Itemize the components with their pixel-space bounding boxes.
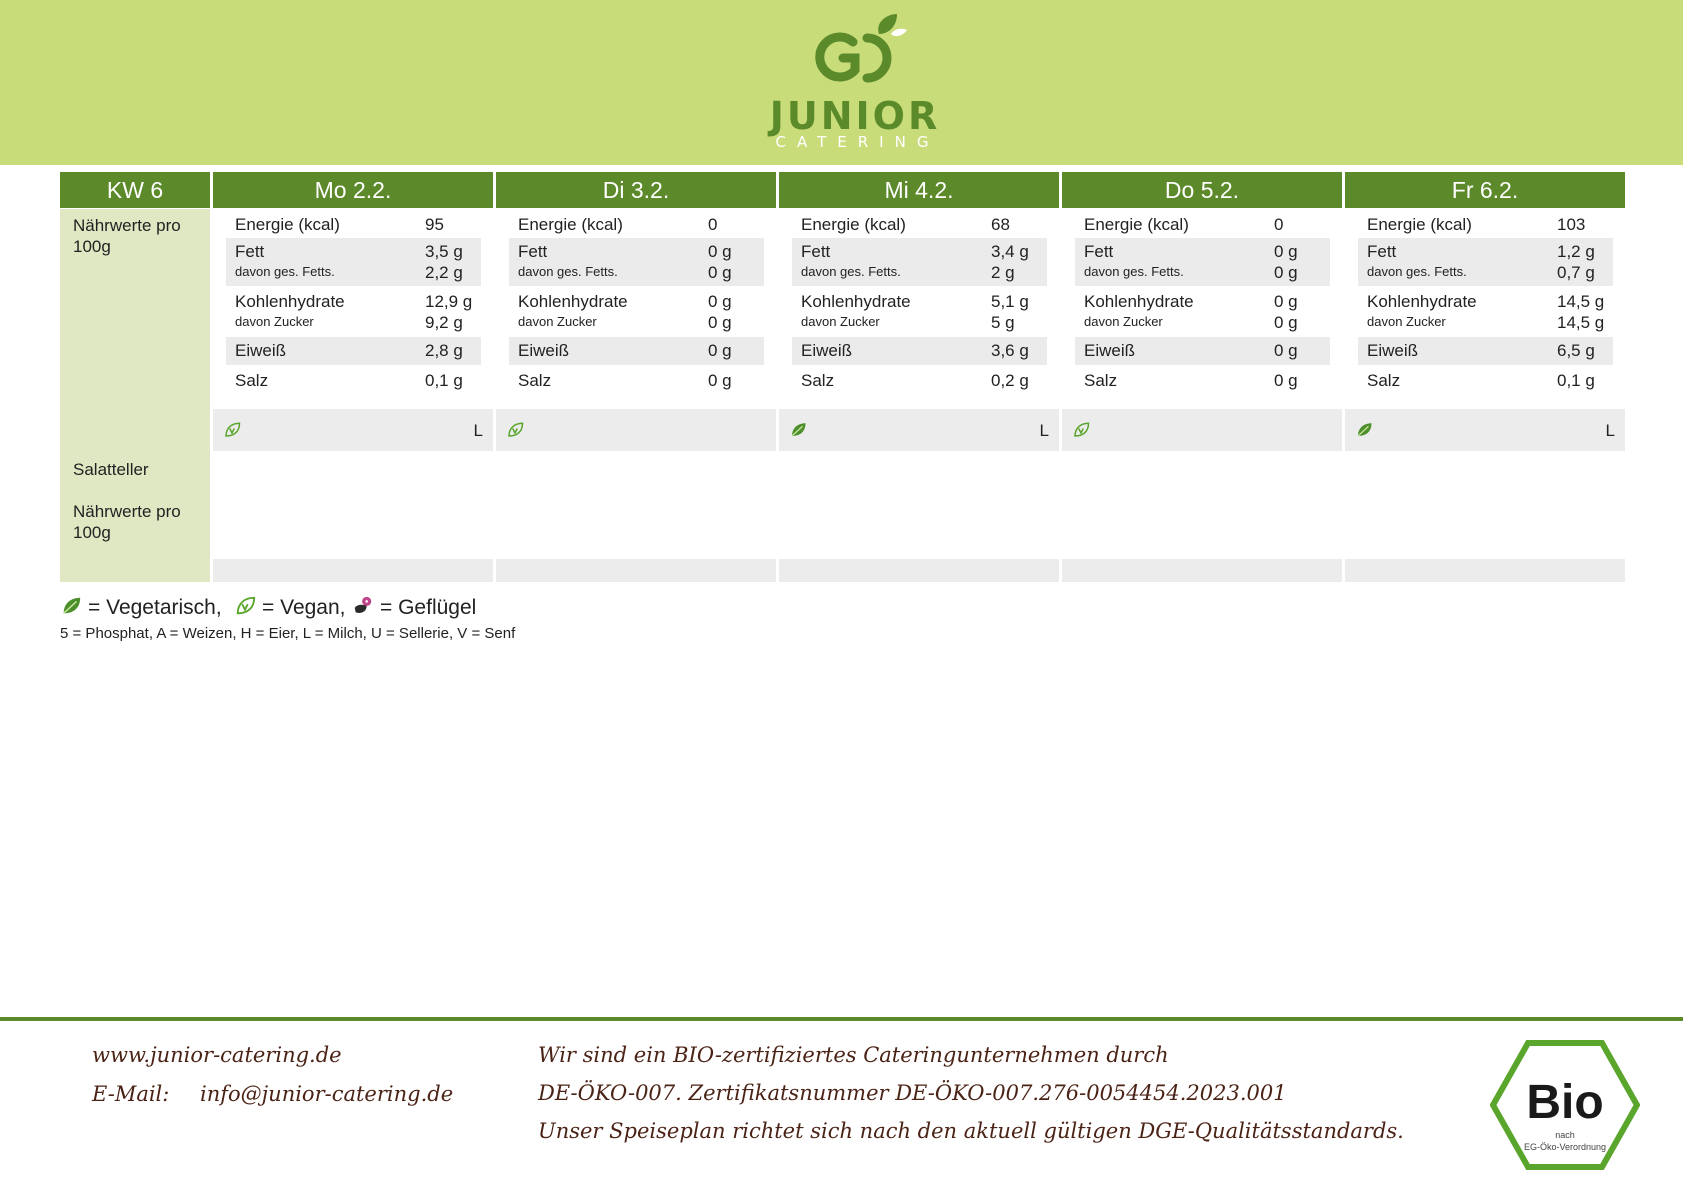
nutrient-label: Eiweiß — [1367, 341, 1419, 360]
nutrient-subvalue: 0 g — [1274, 263, 1298, 282]
nutrient-label: Salz — [801, 371, 835, 390]
salad-row-strip — [1062, 559, 1342, 582]
nutrient-value: 95 — [425, 215, 444, 234]
nutrient-label: Fett — [801, 242, 831, 261]
nutrient-sublabel: davon Zucker — [235, 314, 314, 329]
nutrient-value: 0,2 g — [991, 371, 1029, 390]
nutrition-label: Nährwerte pro 100g — [73, 216, 181, 256]
nutrient-value: 0 g — [1274, 341, 1298, 360]
nutrient-subvalue: 0 g — [708, 263, 732, 282]
junior-catering-logo — [760, 8, 950, 158]
nutrient-sublabel: davon Zucker — [518, 314, 597, 329]
salad-nutrition-label: Nährwerte pro 100g — [73, 502, 181, 542]
nutrient-subvalue: 0 g — [708, 313, 732, 332]
nutrient-value: 1,2 g — [1557, 242, 1595, 261]
nutrition-table — [1358, 209, 1613, 395]
nutrient-label: Kohlenhydrate — [1084, 292, 1194, 311]
poultry-icon — [352, 595, 374, 617]
nutrient-value: 0,1 g — [425, 371, 463, 390]
nutrient-row-salt — [1075, 365, 1330, 395]
nutrient-row-fat — [792, 238, 1047, 286]
nutrient-row-energy — [509, 209, 764, 238]
nutrient-sublabel: davon Zucker — [801, 314, 880, 329]
nutrient-subvalue: 14,5 g — [1557, 313, 1605, 332]
nutrient-label: Salz — [518, 371, 552, 390]
nutrient-row-salt — [226, 365, 481, 395]
vegetarian-icon — [60, 595, 82, 617]
day-column — [1345, 172, 1625, 582]
vegetarian-icon — [789, 421, 807, 439]
nutrient-value: 0 g — [708, 292, 732, 311]
nutrient-value: 3,4 g — [991, 242, 1029, 261]
nutrition-table — [792, 209, 1047, 395]
nutrient-label: Kohlenhydrate — [801, 292, 911, 311]
vegan-icon — [1072, 421, 1090, 439]
nutrient-label: Eiweiß — [801, 341, 853, 360]
certification-text-line2: DE-ÖKO-007. Zertifikatsnummer DE-ÖKO-007.276-0054454.2023.001 — [538, 1081, 1287, 1105]
nutrient-row-carbs — [226, 286, 481, 337]
nutrient-row-protein — [792, 337, 1047, 365]
nutrient-row-protein — [1358, 337, 1613, 365]
legend-vegetarian: = Vegetarisch, — [88, 596, 222, 619]
nutrient-row-carbs — [1358, 286, 1613, 337]
nutrient-label: Energie (kcal) — [1084, 215, 1189, 234]
nutrient-label: Fett — [1367, 242, 1397, 261]
day-header: Di 3.2. — [496, 172, 776, 208]
nutrient-subvalue: 9,2 g — [425, 313, 463, 332]
logo-tagline: CATERING — [775, 133, 940, 151]
nutrient-row-carbs — [1075, 286, 1330, 337]
day-column — [213, 172, 493, 582]
nutrient-value: 6,5 g — [1557, 341, 1595, 360]
nutrient-row-fat — [1075, 238, 1330, 286]
nutrient-value: 0 g — [1274, 371, 1298, 390]
nutrient-sublabel: davon ges. Fetts. — [235, 264, 335, 279]
day-header: Mo 2.2. — [213, 172, 493, 208]
nutrient-label: Kohlenhydrate — [1367, 292, 1477, 311]
nutrient-row-energy — [1075, 209, 1330, 238]
nutrient-value: 103 — [1557, 215, 1586, 234]
nutrition-table — [509, 209, 764, 395]
nutrient-row-salt — [509, 365, 764, 395]
bio-seal-line1: nach — [1555, 1130, 1575, 1140]
nutrient-label: Energie (kcal) — [1367, 215, 1472, 234]
nutrient-row-carbs — [509, 286, 764, 337]
nutrient-label: Fett — [235, 242, 265, 261]
nutrient-label: Fett — [1084, 242, 1114, 261]
allergen-code: L — [1605, 421, 1615, 440]
diet-info-row — [496, 409, 776, 451]
vegan-icon — [223, 421, 241, 439]
nutrient-row-protein — [1075, 337, 1330, 365]
nutrient-sublabel: davon ges. Fetts. — [518, 264, 618, 279]
nutrient-row-carbs — [792, 286, 1047, 337]
salad-row-strip — [1345, 559, 1625, 582]
nutrient-value: 3,6 g — [991, 341, 1029, 360]
allergen-code: L — [1039, 421, 1049, 440]
bio-seal-word: Bio — [1526, 1076, 1604, 1129]
nutrient-row-energy — [1358, 209, 1613, 238]
vegan-icon — [234, 595, 256, 617]
nutrient-value: 0 g — [1274, 292, 1298, 311]
nutrient-label: Eiweiß — [1084, 341, 1136, 360]
nutrient-subvalue: 0 g — [1274, 313, 1298, 332]
nutrient-row-fat — [509, 238, 764, 286]
allergen-legend: 5 = Phosphat, A = Weizen, H = Eier, L = Milch, U = Sellerie, V = Senf — [60, 625, 516, 642]
nutrient-sublabel: davon Zucker — [1367, 314, 1446, 329]
website-link[interactable]: www.junior-catering.de — [92, 1043, 342, 1067]
nutrient-subvalue: 5 g — [991, 313, 1015, 332]
nutrient-label: Salz — [1084, 371, 1118, 390]
salad-label: Salatteller — [73, 460, 149, 479]
nutrient-value: 0 g — [708, 371, 732, 390]
nutrient-row-fat — [226, 238, 481, 286]
nutrient-label: Energie (kcal) — [801, 215, 906, 234]
nutrient-value: 0 g — [1274, 242, 1298, 261]
nutrient-value: 14,5 g — [1557, 292, 1605, 311]
legend-poultry: = Geflügel — [380, 596, 477, 619]
certification-text-line3: Unser Speiseplan richtet sich nach den aktuell gültigen DGE-Qualitätsstandards. — [538, 1119, 1404, 1143]
nutrient-row-protein — [226, 337, 481, 365]
day-header: Fr 6.2. — [1345, 172, 1625, 208]
nutrient-value: 0,1 g — [1557, 371, 1595, 390]
day-column — [779, 172, 1059, 582]
diet-legend — [60, 593, 860, 623]
diet-info-row — [1062, 409, 1342, 451]
nutrient-subvalue: 2,2 g — [425, 263, 463, 282]
bio-seal-icon — [1490, 1040, 1640, 1170]
nutrient-value: 0 — [708, 215, 718, 234]
nutrition-table — [1075, 209, 1330, 395]
nutrient-row-protein — [509, 337, 764, 365]
day-header: Mi 4.2. — [779, 172, 1059, 208]
nutrient-label: Kohlenhydrate — [518, 292, 628, 311]
nutrient-row-fat — [1358, 238, 1613, 286]
nutrient-value: 5,1 g — [991, 292, 1029, 311]
nutrient-label: Kohlenhydrate — [235, 292, 345, 311]
diet-info-row — [1345, 409, 1625, 451]
week-label: KW 6 — [60, 172, 210, 208]
menu-plan-table — [60, 172, 1625, 582]
day-column — [1062, 172, 1342, 582]
nutrient-label: Salz — [235, 371, 269, 390]
nutrient-value: 2,8 g — [425, 341, 463, 360]
nutrient-label: Energie (kcal) — [518, 215, 623, 234]
salad-row-strip — [213, 559, 493, 582]
email-link[interactable]: info@junior-catering.de — [200, 1082, 454, 1106]
nutrient-sublabel: davon Zucker — [1084, 314, 1163, 329]
diet-info-row — [213, 409, 493, 451]
nutrient-value: 3,5 g — [425, 242, 463, 261]
allergen-code: L — [473, 421, 483, 440]
nutrient-label: Eiweiß — [235, 341, 287, 360]
nutrient-label: Salz — [1367, 371, 1401, 390]
salad-row-strip — [496, 559, 776, 582]
nutrient-label: Eiweiß — [518, 341, 570, 360]
email-label: E-Mail: — [92, 1082, 170, 1106]
footer-divider — [0, 1017, 1683, 1021]
row-label-column — [60, 209, 210, 582]
nutrient-sublabel: davon ges. Fetts. — [1367, 264, 1467, 279]
diet-info-row — [779, 409, 1059, 451]
certification-text-line1: Wir sind ein BIO-zertifiziertes Cateringunternehmen durch — [538, 1043, 1169, 1067]
vegetarian-icon — [1355, 421, 1373, 439]
nutrition-table — [226, 209, 481, 395]
legend-vegan: = Vegan, — [262, 596, 346, 619]
logo-mark-icon — [815, 12, 915, 92]
nutrient-value: 68 — [991, 215, 1010, 234]
nutrient-subvalue: 0,7 g — [1557, 263, 1595, 282]
nutrient-sublabel: davon ges. Fetts. — [1084, 264, 1184, 279]
nutrient-row-salt — [792, 365, 1047, 395]
salad-row-strip — [779, 559, 1059, 582]
nutrient-value: 0 g — [708, 242, 732, 261]
nutrient-row-energy — [226, 209, 481, 238]
nutrient-subvalue: 2 g — [991, 263, 1015, 282]
nutrient-label: Fett — [518, 242, 548, 261]
nutrient-row-salt — [1358, 365, 1613, 395]
nutrient-value: 0 g — [708, 341, 732, 360]
nutrient-value: 0 — [1274, 215, 1284, 234]
nutrient-row-energy — [792, 209, 1047, 238]
bio-seal-line2: EG-Öko-Verordnung — [1523, 1142, 1607, 1152]
vegan-icon — [506, 421, 524, 439]
nutrient-sublabel: davon ges. Fetts. — [801, 264, 901, 279]
nutrient-value: 12,9 g — [425, 292, 473, 311]
nutrient-label: Energie (kcal) — [235, 215, 340, 234]
day-column — [496, 172, 776, 582]
day-header: Do 5.2. — [1062, 172, 1342, 208]
logo-wordmark: JUNIOR — [769, 94, 941, 138]
page-header — [0, 0, 1683, 165]
